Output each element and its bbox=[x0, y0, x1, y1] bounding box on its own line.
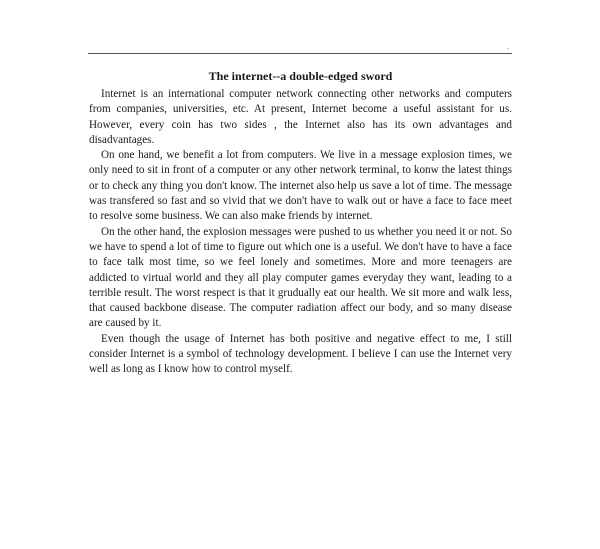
paragraph-conclusion: Even though the usage of Internet has both positive and negative effect to me, I still consider Internet is a symbol of technology development. I believe I can use the Internet very well as long as I know how to control myself. bbox=[89, 332, 512, 376]
article-title: The internet--a double-edged sword bbox=[208, 69, 393, 83]
paragraph-drawbacks: On the other hand, the explosion messages were pushed to us whether you need it or not. So we have to spend a lot of time to figure out which one is a useful. We don't have to have a face to face talk most time, so we feel lonely and sometimes. More and more teenagers are addicted to virtual world and they all play computer games everyday they want, leading to a terrible result. The worst respect is that it grudually eat our health. We sit more and walk less, that caused backbone disease. The computer radiation affect our body, and so many disease are caused by it. bbox=[89, 225, 512, 330]
paragraph-benefits: On one hand, we benefit a lot from computers. We live in a message explosion times, we only need to sit in front of a computer or any other network terminal, to konw the latest things or to check any thing you don't know. The internet also help us save a lot of time. The message was transfered so fast and so vivid that we don't have to walk out or have a face to face meet to resolve some business. We can also make friends by internet. bbox=[89, 149, 512, 223]
header-rule bbox=[88, 53, 512, 54]
article bbox=[89, 69, 512, 378]
paragraph-intro: Internet is an international computer network connecting other networks and computers from companies, universities, etc. At present, Internet become a useful assistant for us. However, every coin has two sides , the Internet also has its own advantages and disadvantages. bbox=[89, 88, 512, 146]
header-mark: . bbox=[507, 42, 509, 51]
